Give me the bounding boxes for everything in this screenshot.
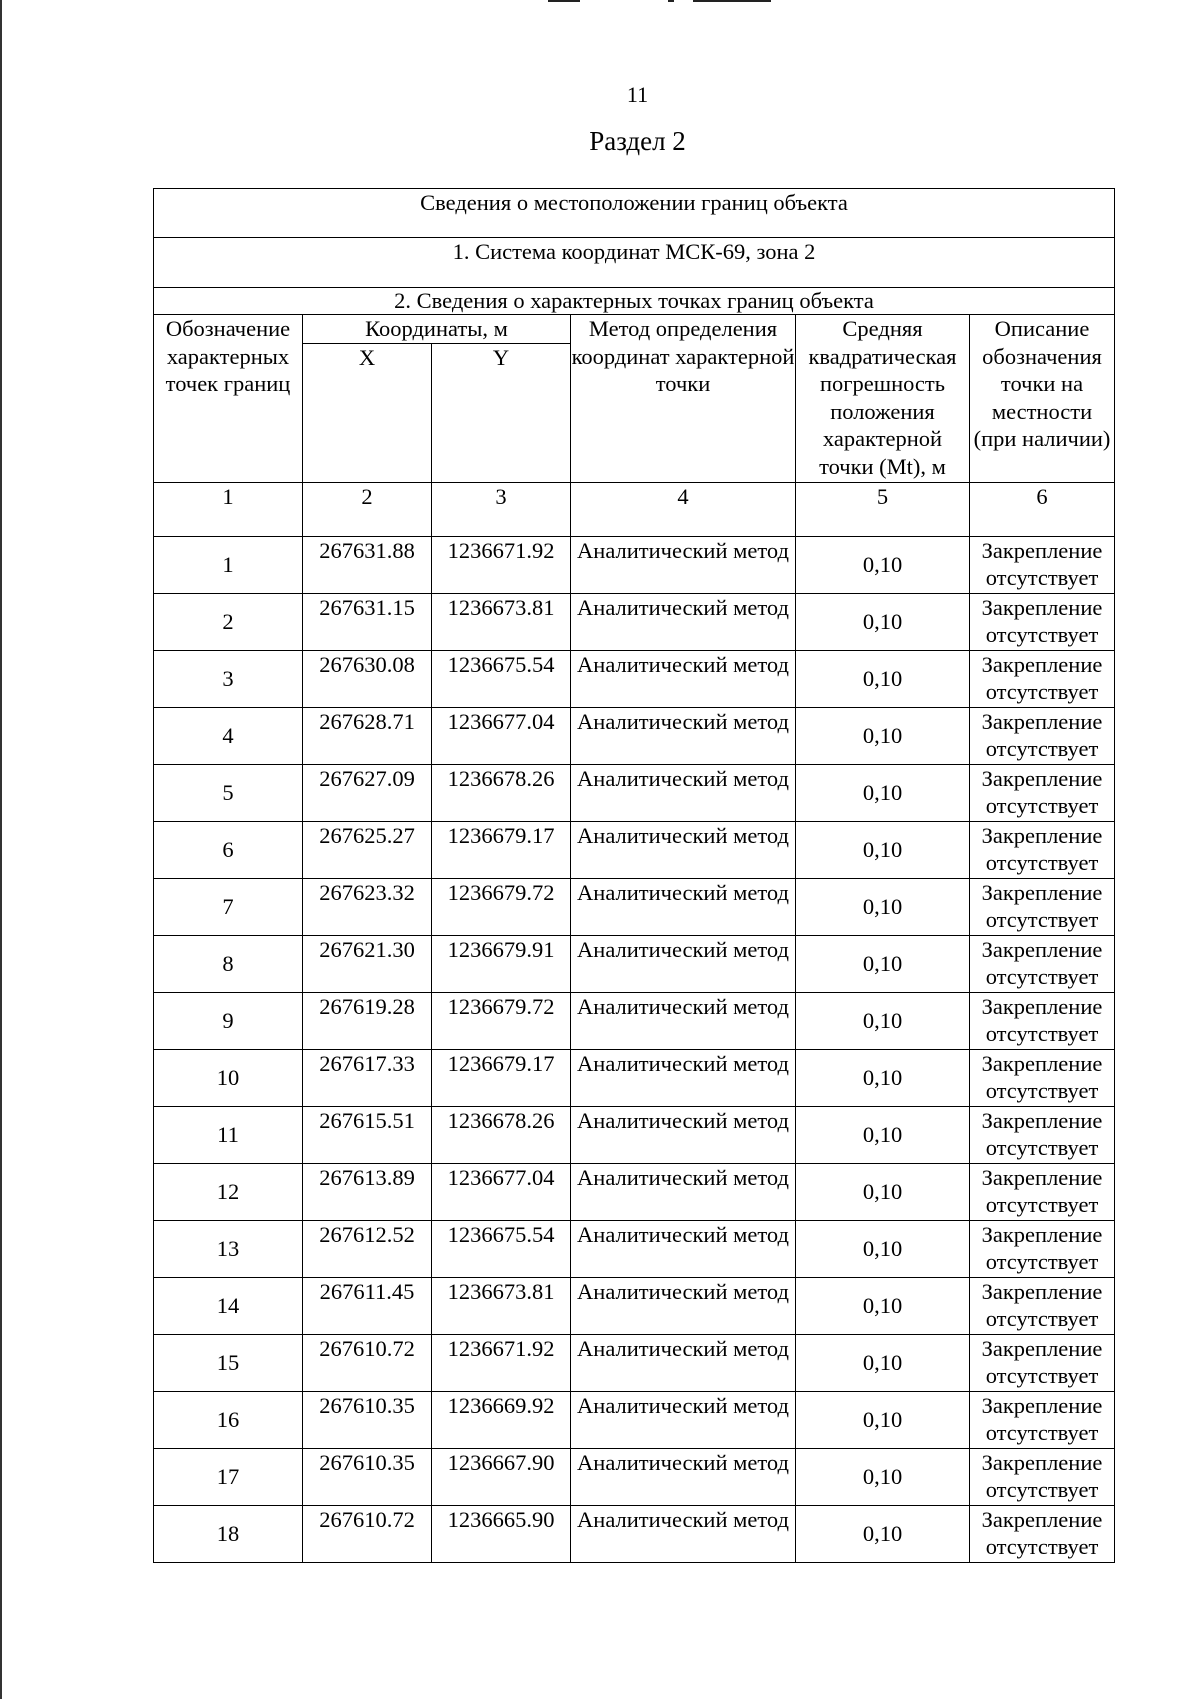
point-id-cell: 1 [154, 536, 303, 593]
column-number: 1 [154, 482, 303, 536]
method-cell: Аналитический метод [571, 1106, 796, 1163]
point-id-cell: 4 [154, 707, 303, 764]
x-coordinate-cell: 267628.71 [303, 707, 432, 764]
y-coordinate-cell: 1236677.04 [432, 707, 571, 764]
description-cell: Закрепление отсутствует [970, 992, 1115, 1049]
description-cell: Закрепление отсутствует [970, 764, 1115, 821]
mean-error-cell: 0,10 [796, 1448, 970, 1505]
header-mean-error: Средняя квадратическая погрешность положения характерной точки (Mt), м [796, 315, 970, 483]
x-coordinate-cell: 267615.51 [303, 1106, 432, 1163]
boundary-table [153, 188, 1115, 1563]
y-coordinate-cell: 1236679.72 [432, 992, 571, 1049]
table-row [154, 764, 1115, 821]
method-cell: Аналитический метод [571, 1505, 796, 1562]
mean-error-cell: 0,10 [796, 707, 970, 764]
point-id-cell: 10 [154, 1049, 303, 1106]
x-coordinate-cell: 267613.89 [303, 1163, 432, 1220]
method-cell: Аналитический метод [571, 1391, 796, 1448]
y-coordinate-cell: 1236665.90 [432, 1505, 571, 1562]
table-row [154, 1448, 1115, 1505]
x-coordinate-cell: 267611.45 [303, 1277, 432, 1334]
method-cell: Аналитический метод [571, 593, 796, 650]
y-coordinate-cell: 1236671.92 [432, 1334, 571, 1391]
column-number: 5 [796, 482, 970, 536]
method-cell: Аналитический метод [571, 878, 796, 935]
description-cell: Закрепление отсутствует [970, 1106, 1115, 1163]
mean-error-cell: 0,10 [796, 1106, 970, 1163]
method-cell: Аналитический метод [571, 992, 796, 1049]
mean-error-cell: 0,10 [796, 650, 970, 707]
point-id-cell: 5 [154, 764, 303, 821]
method-cell: Аналитический метод [571, 821, 796, 878]
scan-top-mark [693, 0, 771, 2]
point-id-cell: 18 [154, 1505, 303, 1562]
point-id-cell: 15 [154, 1334, 303, 1391]
method-cell: Аналитический метод [571, 1277, 796, 1334]
mean-error-cell: 0,10 [796, 536, 970, 593]
description-cell: Закрепление отсутствует [970, 1049, 1115, 1106]
scan-top-mark [668, 0, 674, 2]
table-row [154, 1106, 1115, 1163]
table-row [154, 935, 1115, 992]
x-coordinate-cell: 267619.28 [303, 992, 432, 1049]
header-point-designation: Обозначение характерных точек границ [154, 315, 303, 483]
table-row [154, 1505, 1115, 1562]
description-cell: Закрепление отсутствует [970, 935, 1115, 992]
y-coordinate-cell: 1236679.91 [432, 935, 571, 992]
y-coordinate-cell: 1236671.92 [432, 536, 571, 593]
description-cell: Закрепление отсутствует [970, 1391, 1115, 1448]
table-row [154, 992, 1115, 1049]
x-coordinate-cell: 267630.08 [303, 650, 432, 707]
method-cell: Аналитический метод [571, 1448, 796, 1505]
point-id-cell: 7 [154, 878, 303, 935]
y-coordinate-cell: 1236675.54 [432, 650, 571, 707]
method-cell: Аналитический метод [571, 650, 796, 707]
column-number: 6 [970, 482, 1115, 536]
section-title: Раздел 2 [589, 126, 686, 156]
point-id-cell: 17 [154, 1448, 303, 1505]
method-cell: Аналитический метод [571, 1163, 796, 1220]
method-cell: Аналитический метод [571, 764, 796, 821]
table-row [154, 650, 1115, 707]
table-row [154, 1391, 1115, 1448]
description-cell: Закрепление отсутствует [970, 536, 1115, 593]
method-cell: Аналитический метод [571, 1049, 796, 1106]
points-heading: 2. Сведения о характерных точках границ объекта [154, 288, 1115, 315]
mean-error-cell: 0,10 [796, 935, 970, 992]
table-row [154, 821, 1115, 878]
point-id-cell: 2 [154, 593, 303, 650]
header-y: Y [432, 343, 571, 482]
mean-error-cell: 0,10 [796, 764, 970, 821]
y-coordinate-cell: 1236675.54 [432, 1220, 571, 1277]
description-cell: Закрепление отсутствует [970, 821, 1115, 878]
table-row [154, 878, 1115, 935]
y-coordinate-cell: 1236667.90 [432, 1448, 571, 1505]
x-coordinate-cell: 267621.30 [303, 935, 432, 992]
x-coordinate-cell: 267610.72 [303, 1505, 432, 1562]
table-row [154, 1163, 1115, 1220]
point-id-cell: 8 [154, 935, 303, 992]
column-number: 4 [571, 482, 796, 536]
point-id-cell: 14 [154, 1277, 303, 1334]
coordinate-system: 1. Система координат МСК-69, зона 2 [154, 238, 1115, 288]
point-id-cell: 11 [154, 1106, 303, 1163]
description-cell: Закрепление отсутствует [970, 707, 1115, 764]
mean-error-cell: 0,10 [796, 992, 970, 1049]
point-id-cell: 16 [154, 1391, 303, 1448]
x-coordinate-cell: 267631.88 [303, 536, 432, 593]
table-row [154, 1220, 1115, 1277]
x-coordinate-cell: 267610.35 [303, 1448, 432, 1505]
method-cell: Аналитический метод [571, 707, 796, 764]
mean-error-cell: 0,10 [796, 1391, 970, 1448]
header-x: X [303, 343, 432, 482]
mean-error-cell: 0,10 [796, 878, 970, 935]
point-id-cell: 3 [154, 650, 303, 707]
y-coordinate-cell: 1236678.26 [432, 764, 571, 821]
table-row [154, 1049, 1115, 1106]
x-coordinate-cell: 267612.52 [303, 1220, 432, 1277]
y-coordinate-cell: 1236679.17 [432, 821, 571, 878]
scan-edge-line [0, 0, 2, 1699]
y-coordinate-cell: 1236679.72 [432, 878, 571, 935]
mean-error-cell: 0,10 [796, 1277, 970, 1334]
table-row [154, 593, 1115, 650]
x-coordinate-cell: 267625.27 [303, 821, 432, 878]
table-row [154, 1334, 1115, 1391]
mean-error-cell: 0,10 [796, 1220, 970, 1277]
description-cell: Закрепление отсутствует [970, 1163, 1115, 1220]
column-number: 2 [303, 482, 432, 536]
point-id-cell: 9 [154, 992, 303, 1049]
x-coordinate-cell: 267617.33 [303, 1049, 432, 1106]
x-coordinate-cell: 267610.72 [303, 1334, 432, 1391]
y-coordinate-cell: 1236673.81 [432, 1277, 571, 1334]
y-coordinate-cell: 1236673.81 [432, 593, 571, 650]
y-coordinate-cell: 1236677.04 [432, 1163, 571, 1220]
method-cell: Аналитический метод [571, 935, 796, 992]
description-cell: Закрепление отсутствует [970, 650, 1115, 707]
table-row [154, 1277, 1115, 1334]
y-coordinate-cell: 1236679.17 [432, 1049, 571, 1106]
description-cell: Закрепление отсутствует [970, 1505, 1115, 1562]
method-cell: Аналитический метод [571, 1334, 796, 1391]
x-coordinate-cell: 267623.32 [303, 878, 432, 935]
mean-error-cell: 0,10 [796, 1334, 970, 1391]
point-id-cell: 6 [154, 821, 303, 878]
table-row [154, 536, 1115, 593]
description-cell: Закрепление отсутствует [970, 1334, 1115, 1391]
mean-error-cell: 0,10 [796, 1049, 970, 1106]
header-description: Описание обозначения точки на местности (при наличии) [970, 315, 1115, 483]
description-cell: Закрепление отсутствует [970, 1220, 1115, 1277]
column-number: 3 [432, 482, 571, 536]
header-coordinates: Координаты, м [303, 315, 571, 344]
mean-error-cell: 0,10 [796, 593, 970, 650]
method-cell: Аналитический метод [571, 1220, 796, 1277]
table-title: Сведения о местоположении границ объекта [154, 189, 1115, 238]
x-coordinate-cell: 267631.15 [303, 593, 432, 650]
point-id-cell: 12 [154, 1163, 303, 1220]
description-cell: Закрепление отсутствует [970, 593, 1115, 650]
scan-top-mark [548, 0, 580, 2]
method-cell: Аналитический метод [571, 536, 796, 593]
description-cell: Закрепление отсутствует [970, 1277, 1115, 1334]
x-coordinate-cell: 267627.09 [303, 764, 432, 821]
point-id-cell: 13 [154, 1220, 303, 1277]
table-row [154, 707, 1115, 764]
mean-error-cell: 0,10 [796, 1163, 970, 1220]
header-method: Метод определения координат характерной точки [571, 315, 796, 483]
mean-error-cell: 0,10 [796, 821, 970, 878]
y-coordinate-cell: 1236669.92 [432, 1391, 571, 1448]
mean-error-cell: 0,10 [796, 1505, 970, 1562]
page-number: 11 [626, 82, 649, 107]
description-cell: Закрепление отсутствует [970, 878, 1115, 935]
description-cell: Закрепление отсутствует [970, 1448, 1115, 1505]
x-coordinate-cell: 267610.35 [303, 1391, 432, 1448]
y-coordinate-cell: 1236678.26 [432, 1106, 571, 1163]
